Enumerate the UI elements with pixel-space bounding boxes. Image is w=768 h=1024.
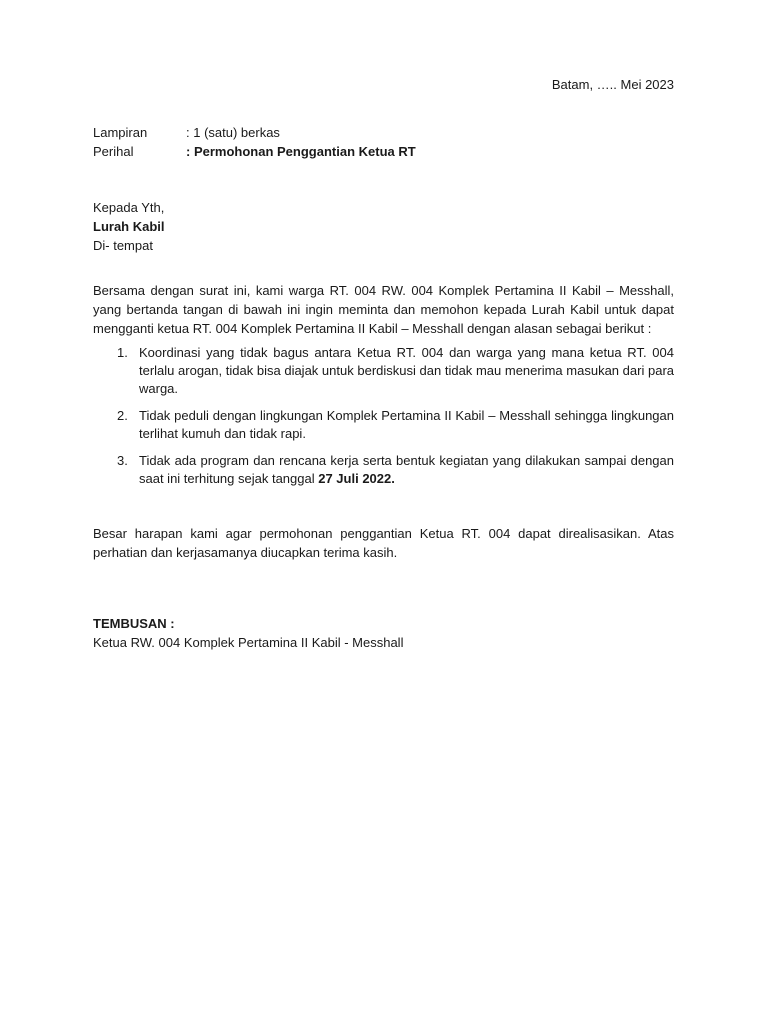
list-item: [93, 344, 674, 398]
cc-line: Ketua RW. 004 Komplek Pertamina II Kabil - Messhall: [93, 635, 404, 650]
perihal-label: Perihal: [93, 144, 134, 159]
reasons-list: [93, 344, 674, 497]
list-item: [93, 407, 674, 443]
lampiran-row: [93, 123, 674, 142]
perihal-row: [93, 142, 674, 161]
list-item-text-main: Tidak ada program dan rencana kerja serta bentuk kegiatan yang dilakukan sampai dengan saat ini terhitung sejak tanggal: [139, 453, 674, 486]
recipient-place: Di- tempat: [93, 238, 153, 253]
cc-block: [93, 614, 403, 652]
list-number: 3.: [117, 453, 128, 468]
list-item-text: Tidak peduli dengan lingkungan Komplek Pertamina II Kabil – Messhall sehingga lingkungan terlihat kumuh dan tidak rapi.: [139, 408, 674, 441]
letter-date: Batam, ….. Mei 2023: [551, 77, 674, 92]
body-paragraph: Bersama dengan surat ini, kami warga RT. 004 RW. 004 Komplek Pertamina II Kabil – Messhall, yang bertanda tangan di bawah ini ingin meminta dan memohon kepada Lurah Kabil untuk dapat mengganti ketua RT. 004 Komplek Pertamina II Kabil – Messhall dengan alasan sebagai berikut :: [93, 283, 674, 336]
perihal-value: : Permohonan Penggantian Ketua RT: [186, 144, 416, 159]
list-item-text: Koordinasi yang tidak bagus antara Ketua RT. 004 dan warga yang mana ketua RT. 004 terlalu arogan, tidak bisa diajak untuk berdiskusi dan tidak mau menerima masukan dari para warga.: [139, 345, 674, 396]
list-number: 1.: [117, 345, 128, 360]
list-item: [93, 452, 674, 488]
highlight-date: 27 Juli 2022.: [318, 471, 395, 486]
recipient-greeting: Kepada Yth,: [93, 200, 165, 215]
cc-heading: TEMBUSAN :: [93, 616, 175, 631]
closing-paragraph: Besar harapan kami agar permohonan penggantian Ketua RT. 004 dapat direalisasikan. Atas perhatian dan kerjasamanya diucapkan terima kasih.: [93, 526, 674, 560]
lampiran-value: : 1 (satu) berkas: [186, 125, 280, 140]
list-item-text: [139, 452, 674, 488]
recipient-block: [93, 198, 165, 255]
recipient-name: Lurah Kabil: [93, 219, 165, 234]
letter-meta: [93, 123, 674, 161]
lampiran-label: Lampiran: [93, 125, 148, 140]
list-number: 2.: [117, 408, 128, 423]
